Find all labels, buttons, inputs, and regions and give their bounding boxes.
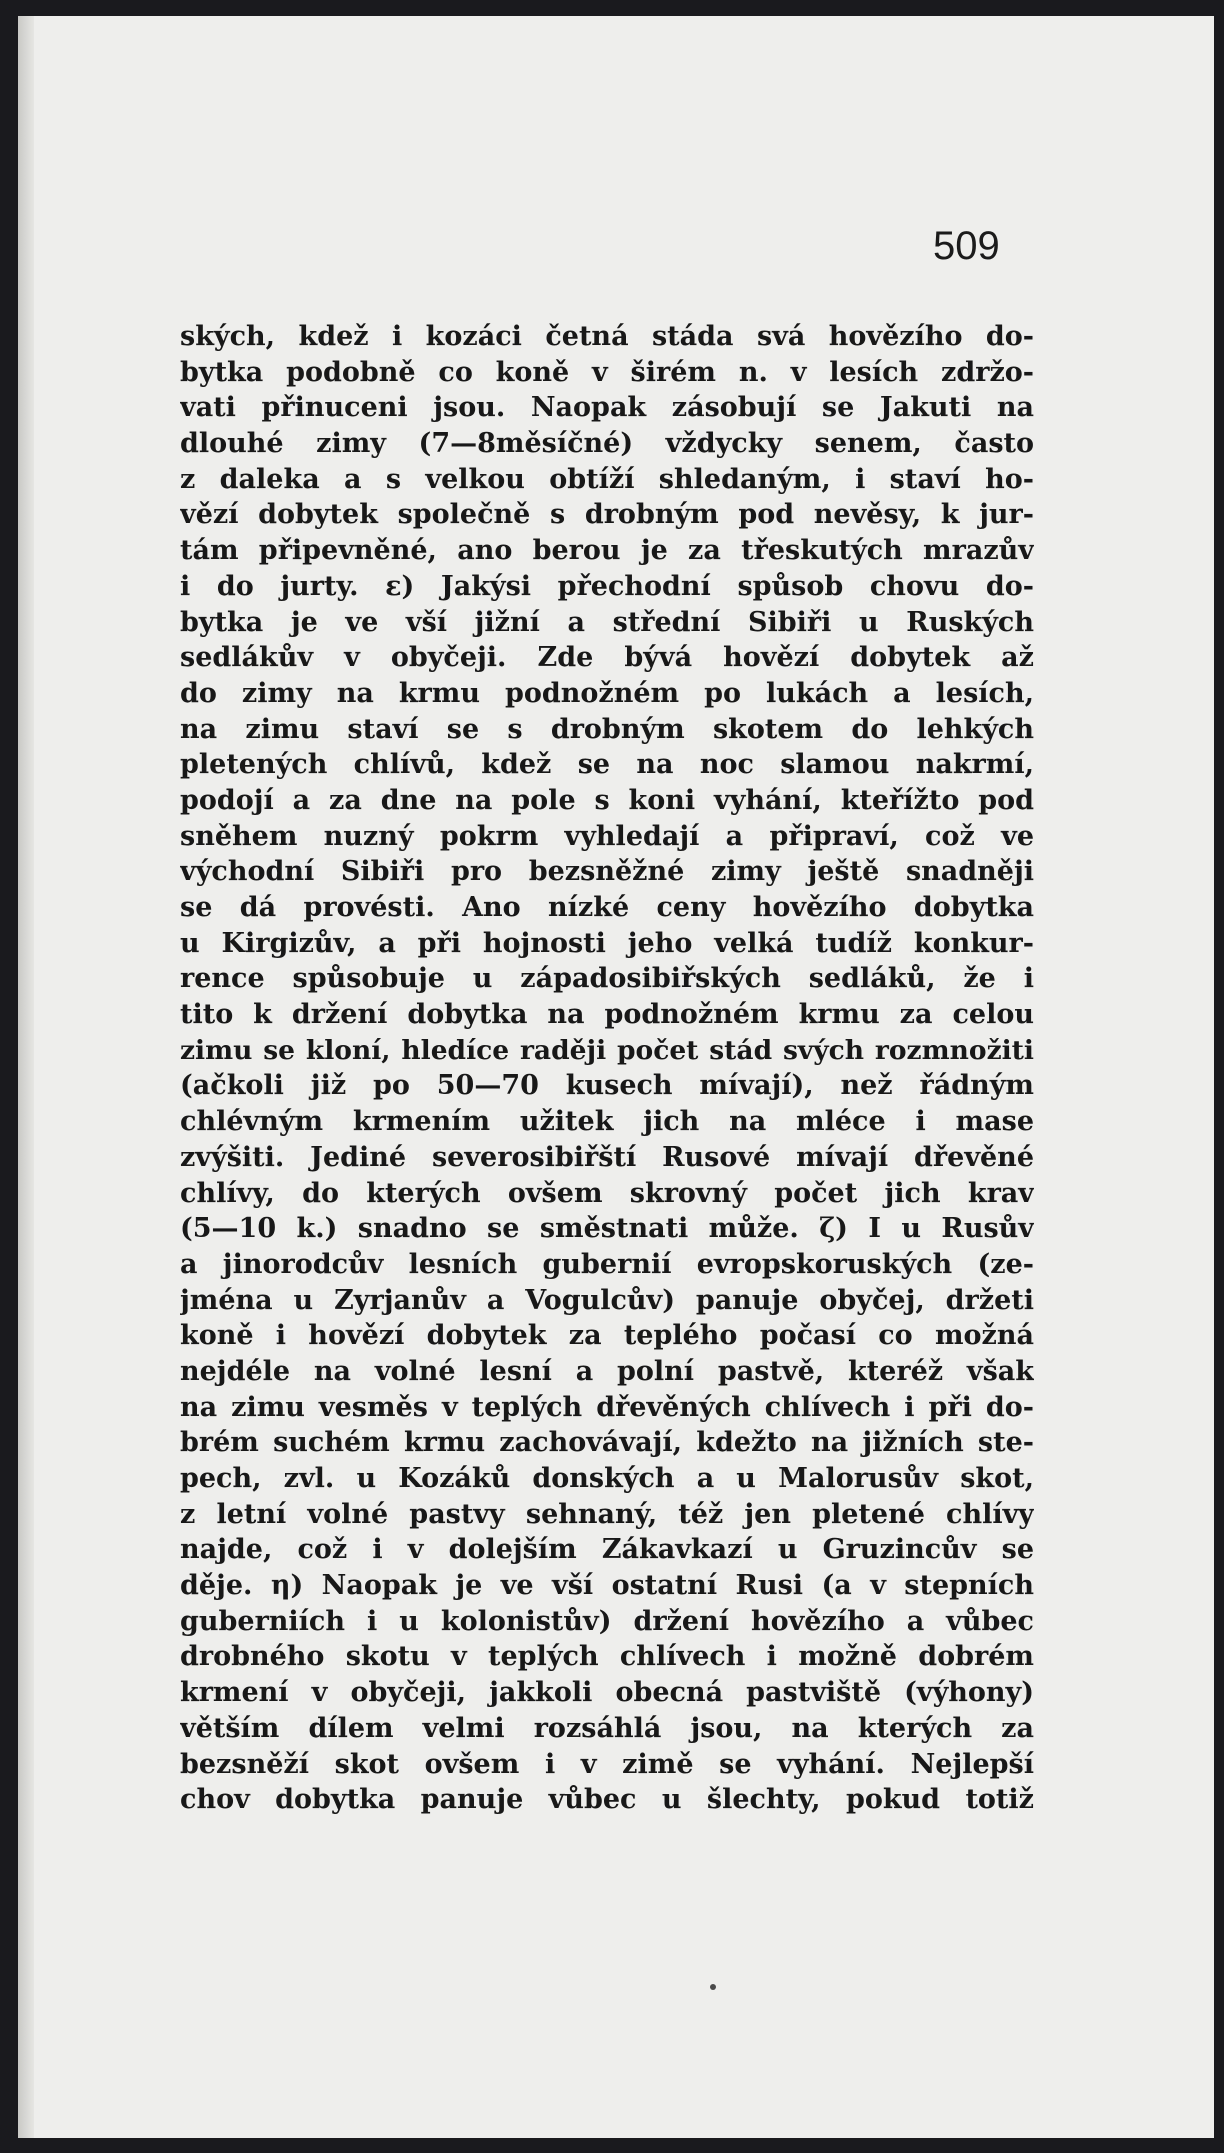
- text-line: nejdéle na volné lesní a polní pastvě, kteréž však: [180, 1355, 1034, 1387]
- text-line: chlévným krmením užitek jich na mléce i mase: [180, 1106, 1034, 1138]
- text-line: najde, což i v dolejším Zákavkazí u Gruzincův se: [180, 1534, 1034, 1566]
- text-line: na zimu vesměs v teplých dřevěných chlívech i při do-: [180, 1391, 1034, 1423]
- text-line: chlívy, do kterých ovšem skrovný počet jich krav: [180, 1177, 1034, 1209]
- body-text: [180, 319, 1034, 1818]
- text-line: z daleka a s velkou obtíží shledaným, i staví ho-: [180, 463, 1034, 495]
- ink-speck: [710, 1984, 716, 1990]
- text-line: děje. η) Naopak je ve vší ostatní Rusi (a v stepních: [180, 1570, 1034, 1602]
- text-line: bytka je ve vší jižní a střední Sibiři u Ruských: [180, 606, 1034, 638]
- text-line: sedlákův v obyčeji. Zde bývá hovězí dobytek až: [180, 642, 1034, 674]
- text-line: podojí a za dne na pole s koni vyhání, kteřížto pod: [180, 784, 1034, 816]
- text-line: zimu se kloní, hledíce raději počet stád svých rozmnožiti: [180, 1034, 1034, 1066]
- text-line: guberniích i u kolonistův) držení hovězího a vůbec: [180, 1605, 1034, 1637]
- text-line: do zimy na krmu podnožném po lukách a lesích,: [180, 677, 1034, 709]
- page-gutter-shadow: [18, 16, 34, 2138]
- text-line: pech, zvl. u Kozáků donských a u Malorusův skot,: [180, 1463, 1034, 1494]
- text-line: u Kirgizův, a při hojnosti jeho velká tudíž konkur-: [180, 927, 1034, 959]
- text-line: brém suchém krmu zachovávají, kdežto na jižních ste-: [180, 1427, 1034, 1459]
- text-line: chov dobytka panuje vůbec u šlechty, pokud totiž: [180, 1784, 1034, 1816]
- text-line: bezsněží skot ovšem i v zimě se vyhání. Nejlepší: [180, 1748, 1034, 1780]
- text-line: bytka podobně co koně v širém n. v lesích zdržo-: [180, 356, 1034, 388]
- text-line: vězí dobytek společně s drobným pod nevěsy, k jur-: [180, 499, 1034, 531]
- text-line: dlouhé zimy (7—8měsíčné) vždycky senem, často: [180, 428, 1034, 460]
- text-line: vati přinuceni jsou. Naopak zásobují se Jakuti na: [180, 392, 1034, 424]
- text-line: (5—10 k.) snadno se směstnati může. ζ) I u Rusův: [180, 1213, 1034, 1245]
- text-line: koně i hovězí dobytek za teplého počasí co možná: [180, 1320, 1034, 1352]
- text-line: (ačkoli již po 50—70 kusech mívají), než řádným: [180, 1070, 1034, 1102]
- text-line: rence spůsobuje u západosibiřských sedláků, že i: [180, 963, 1034, 995]
- text-line: východní Sibiři pro bezsněžné zimy ještě snadněji: [180, 856, 1034, 888]
- text-line: tám připevněné, ano berou je za třeskutých mrazův: [180, 535, 1034, 567]
- text-line: a jinorodcův lesních gubernií evropskoruských (ze-: [180, 1248, 1034, 1280]
- text-line: tito k držení dobytka na podnožném krmu za celou: [180, 999, 1034, 1031]
- text-line: jména u Zyrjanův a Vogulcův) panuje obyčej, držeti: [180, 1284, 1034, 1316]
- text-line: zvýšiti. Jediné severosibiřští Rusové mívají dřevěné: [180, 1141, 1034, 1173]
- text-line: drobného skotu v teplých chlívech i možně dobrém: [180, 1641, 1034, 1673]
- text-line: z letní volné pastvy sehnaný, též jen pletené chlívy: [180, 1498, 1034, 1530]
- book-page: [18, 16, 1214, 2138]
- text-line: krmení v obyčeji, jakkoli obecná pastviště (výhony): [180, 1677, 1034, 1709]
- text-line: větším dílem velmi rozsáhlá jsou, na kterých za: [180, 1712, 1034, 1744]
- text-line: se dá provésti. Ano nízké ceny hovězího dobytka: [180, 892, 1034, 923]
- text-line: ských, kdež i kozáci četná stáda svá hovězího do-: [180, 321, 1034, 352]
- text-line: pletených chlívů, kdež se na noc slamou nakrmí,: [180, 749, 1034, 781]
- text-line: sněhem nuzný pokrm vyhledají a připraví, což ve: [180, 820, 1034, 852]
- page-number: 509: [933, 224, 1000, 268]
- text-line: na zimu staví se s drobným skotem do lehkých: [180, 713, 1034, 745]
- text-line: i do jurty. ε) Jakýsi přechodní spůsob chovu do-: [180, 570, 1034, 602]
